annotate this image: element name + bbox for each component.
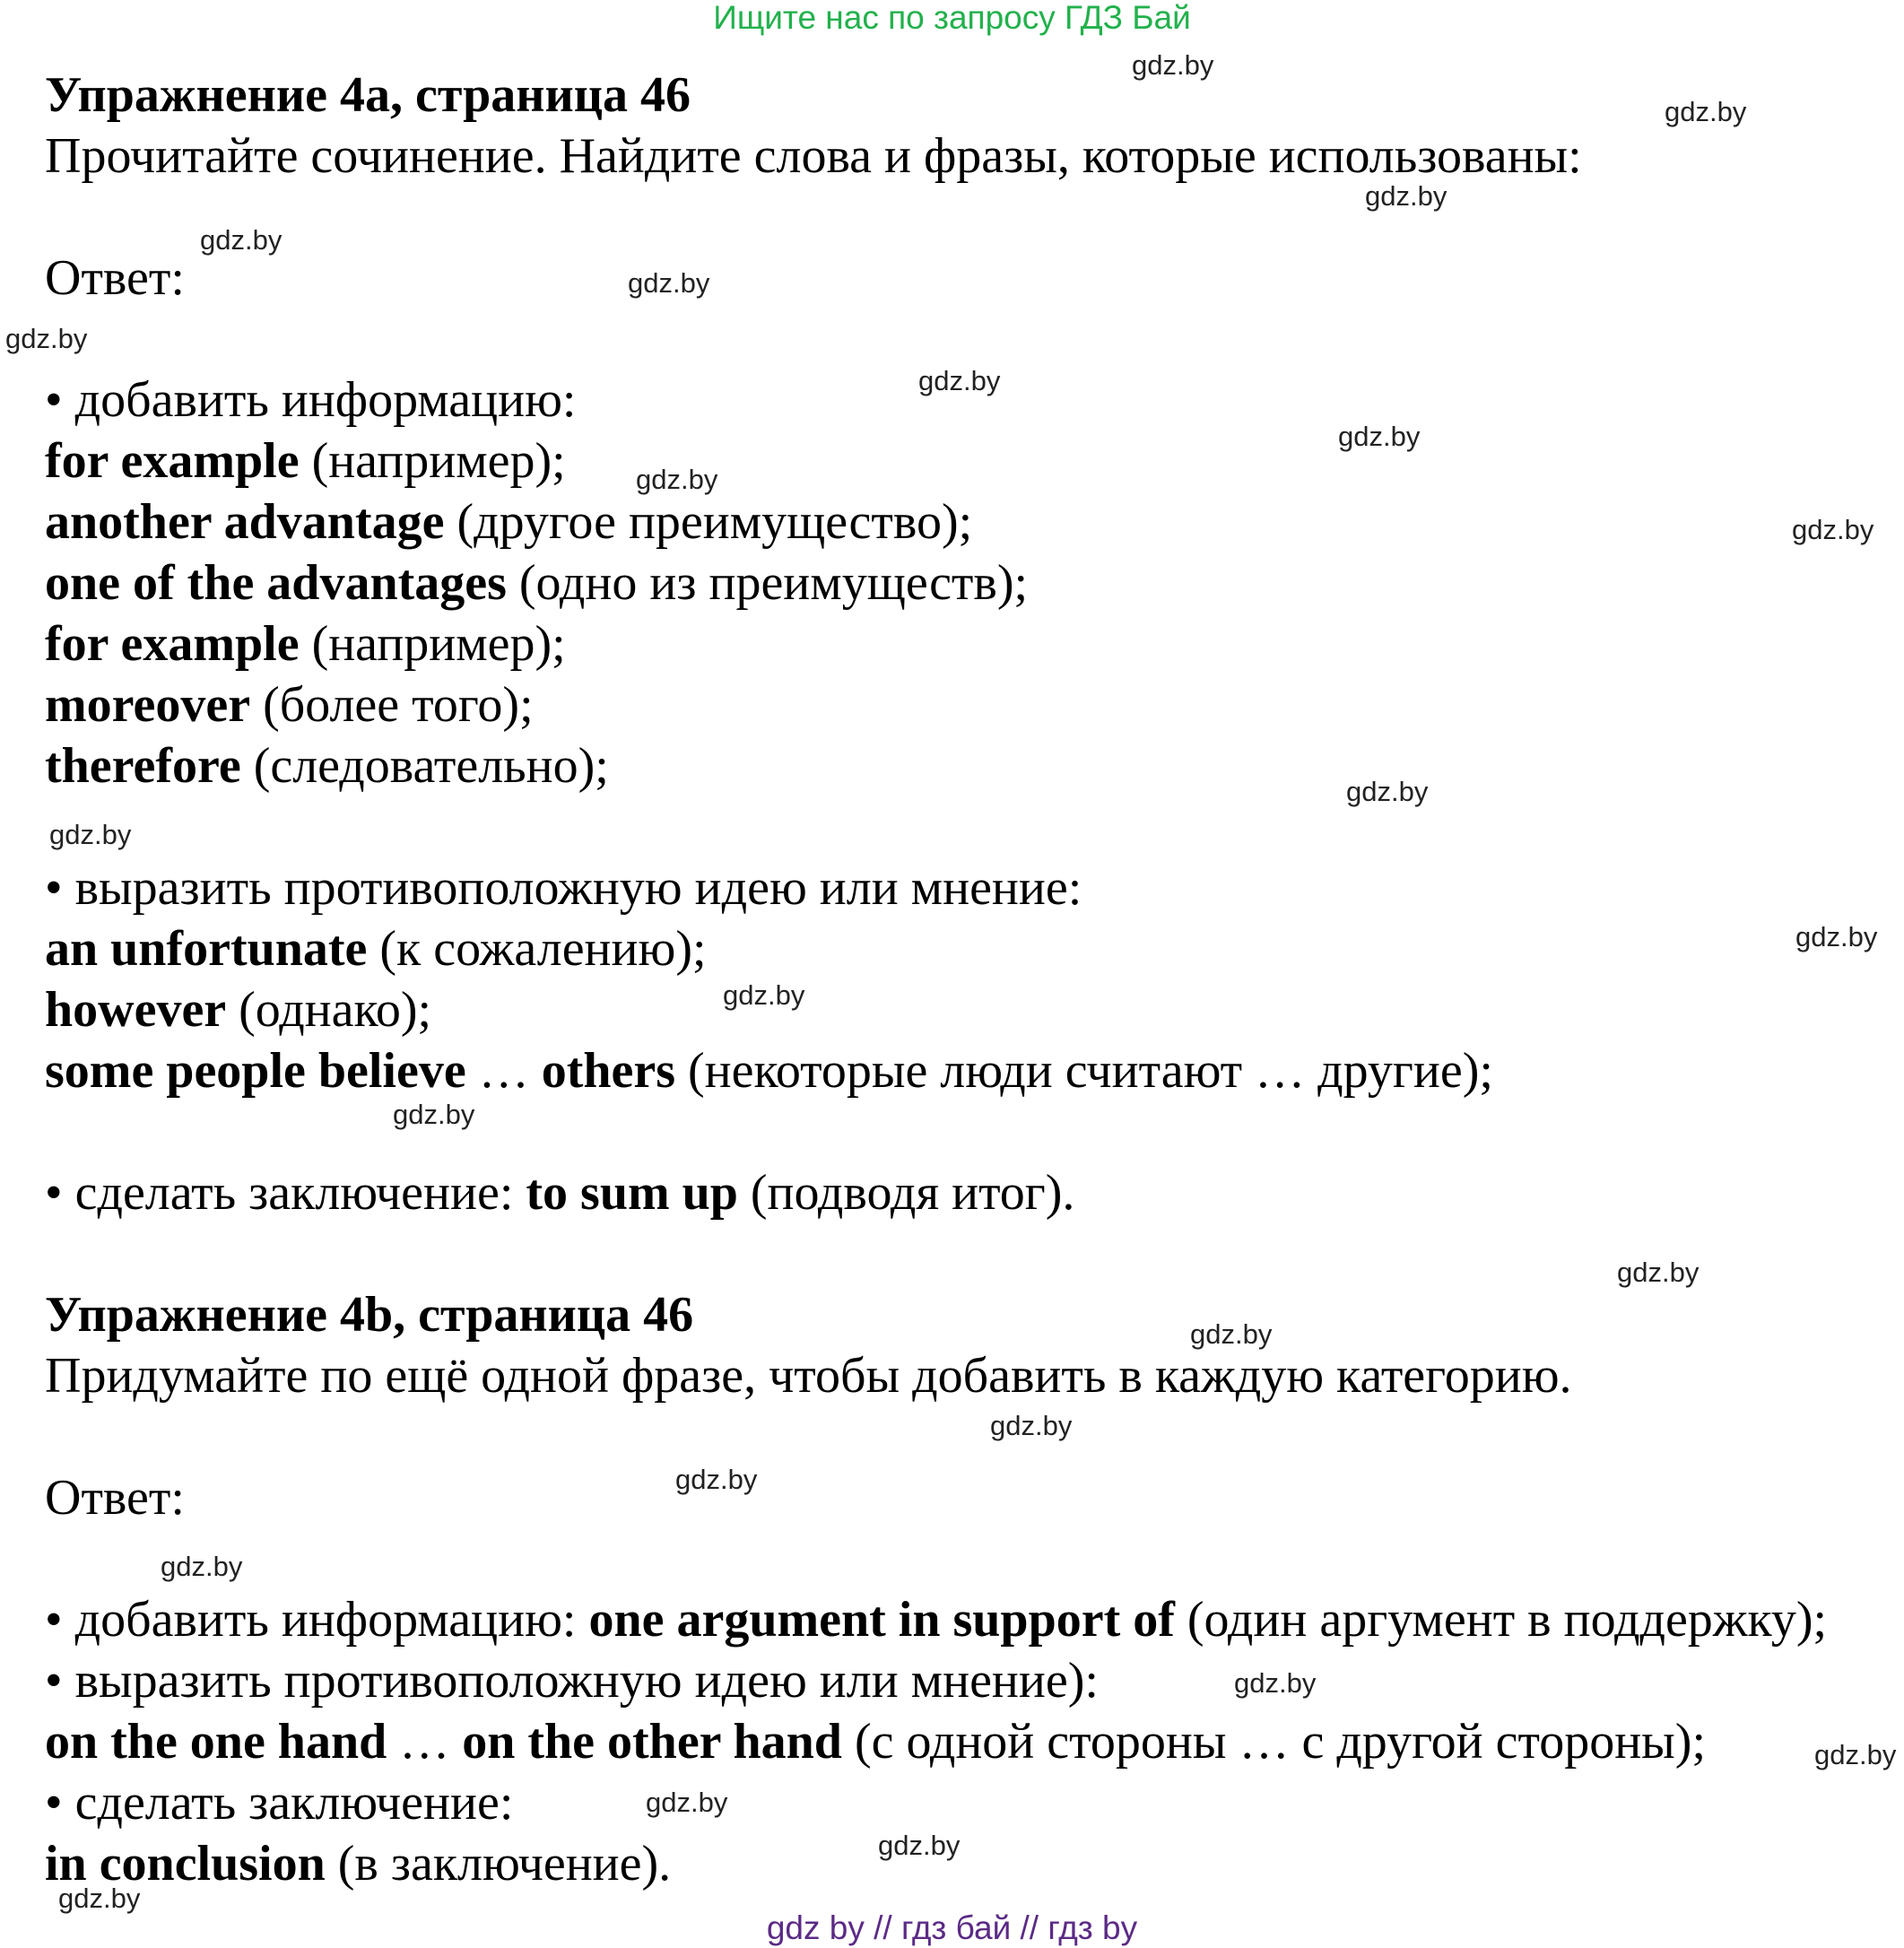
footer-links: gdz by // гдз бай // гдз by — [766, 1909, 1138, 1946]
phrase-term: one argument in support of — [588, 1592, 1175, 1648]
phrase-term: an unfortunate — [45, 921, 368, 977]
phrase-translation: (к сожалению); — [367, 921, 707, 977]
watermark: gdz.by — [1234, 1667, 1317, 1699]
watermark: gdz.by — [723, 979, 805, 1011]
watermark: gdz.by — [990, 1410, 1073, 1441]
watermark: gdz.by — [161, 1551, 243, 1582]
watermark: gdz.by — [58, 1883, 141, 1914]
watermark: gdz.by — [878, 1830, 961, 1861]
phrase-term: on the other hand — [462, 1714, 842, 1770]
top-banner: Ищите нас по запросу ГДЗ Бай — [713, 0, 1191, 36]
exercise-4a-answer-label: Ответ: — [45, 250, 185, 306]
watermark: gdz.by — [675, 1464, 758, 1495]
phrase-translation: (однако); — [226, 982, 432, 1038]
exercise-4b-answer-label: Ответ: — [45, 1470, 185, 1526]
category-label: • сделать заключение: — [45, 1165, 526, 1221]
category-conclude — [45, 1163, 1074, 1222]
watermark: gdz.by — [1338, 421, 1421, 452]
phrase-ellipsis: … — [465, 1043, 542, 1099]
phrase-translation: (более того); — [250, 677, 534, 733]
phrase-term: some people believe — [45, 1043, 466, 1099]
phrase-translation: (один аргумент в поддержку); — [1174, 1592, 1828, 1648]
phrase-term: however — [45, 982, 227, 1038]
exercise-4b-heading: Упражнение 4b, страница 46 — [45, 1287, 694, 1343]
watermark: gdz.by — [1792, 514, 1874, 545]
watermark: gdz.by — [1665, 96, 1747, 127]
category-add-info — [45, 1590, 1827, 1649]
phrase-line — [45, 553, 1028, 613]
phrase-translation: (другое преимущество); — [444, 494, 973, 550]
phrase-term: to sum up — [526, 1165, 738, 1221]
phrase-term: one of the advantages — [45, 555, 507, 611]
watermark: gdz.by — [49, 819, 132, 850]
phrase-term: therefore — [45, 738, 241, 794]
phrase-translation: (например); — [299, 433, 566, 489]
watermark: gdz.by — [636, 464, 718, 495]
category-conclude: • сделать заключение: — [45, 1775, 514, 1831]
watermark: gdz.by — [1365, 180, 1448, 212]
watermark: gdz.by — [1346, 776, 1429, 807]
watermark: gdz.by — [628, 267, 710, 299]
phrase-translation: (например); — [299, 616, 566, 672]
category-contrast: • выразить противоположную идею или мнение): — [45, 1653, 1099, 1709]
watermark: gdz.by — [200, 224, 283, 256]
category-add-info: • добавить информацию: — [45, 372, 577, 428]
phrase-term: moreover — [45, 677, 251, 733]
phrase-term: others — [541, 1043, 675, 1099]
phrase-translation: (следовательно); — [240, 738, 609, 794]
exercise-4b-task: Придумайте по ещё одной фразе, чтобы добавить в каждую категорию. — [45, 1348, 1572, 1404]
phrase-line — [45, 1712, 1706, 1771]
watermark: gdz.by — [1795, 921, 1878, 952]
category-contrast: • выразить противоположную идею или мнение: — [45, 860, 1082, 916]
phrase-term: for example — [45, 616, 300, 672]
phrase-line — [45, 431, 566, 491]
category-label: • добавить информацию: — [45, 1592, 589, 1648]
watermark: gdz.by — [1132, 49, 1214, 81]
phrase-translation: (в заключение). — [325, 1836, 672, 1891]
exercise-4a-task: Прочитайте сочинение. Найдите слова и фразы, которые использованы: — [45, 128, 1582, 184]
phrase-line — [45, 614, 566, 674]
phrase-term: another advantage — [45, 494, 445, 550]
watermark: gdz.by — [5, 323, 88, 354]
phrase-translation: (с одной стороны … с другой стороны); — [841, 1714, 1706, 1770]
phrase-line — [45, 736, 609, 796]
phrase-ellipsis: … — [387, 1714, 463, 1770]
phrase-term: in conclusion — [45, 1836, 326, 1891]
phrase-line — [45, 492, 972, 552]
phrase-translation: (одно из преимуществ); — [506, 555, 1029, 611]
phrase-term: on the one hand — [45, 1714, 387, 1770]
watermark: gdz.by — [1617, 1257, 1700, 1288]
phrase-line — [45, 919, 707, 978]
watermark: gdz.by — [393, 1099, 475, 1130]
phrase-line — [45, 1041, 1493, 1100]
phrase-line — [45, 980, 431, 1039]
phrase-line — [45, 675, 534, 735]
phrase-term: for example — [45, 433, 300, 489]
phrase-translation: (некоторые люди считают … другие); — [674, 1043, 1493, 1099]
watermark: gdz.by — [918, 365, 1001, 396]
watermark: gdz.by — [1814, 1739, 1897, 1770]
watermark: gdz.by — [646, 1787, 728, 1818]
exercise-4a-heading: Упражнение 4а, страница 46 — [45, 67, 691, 123]
watermark: gdz.by — [1190, 1318, 1273, 1350]
phrase-translation: (подводя итог). — [737, 1165, 1075, 1221]
